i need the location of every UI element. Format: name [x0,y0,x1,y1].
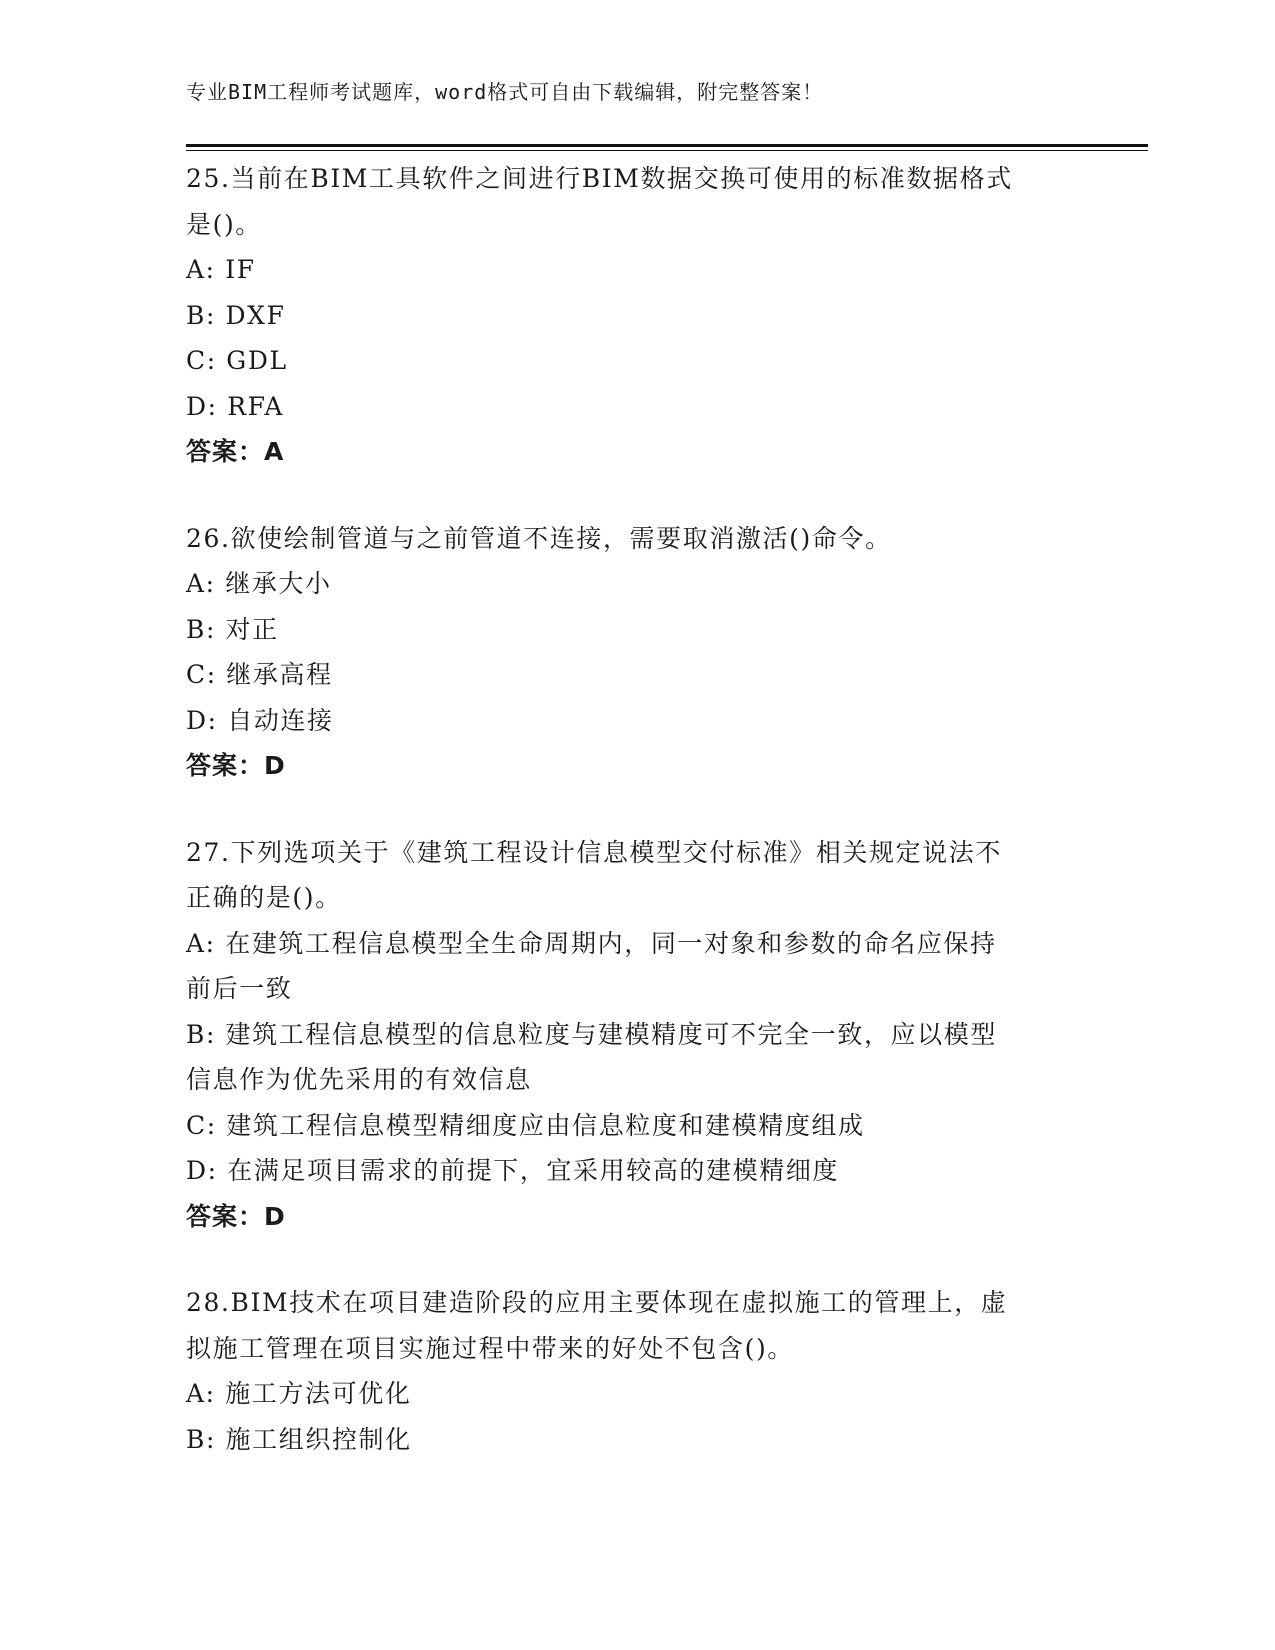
answer-value: A [264,437,285,466]
question-stem-line: 26.欲使绘制管道与之前管道不连接，需要取消激活()命令。 [186,523,892,553]
answer-label: 答案： [186,1201,265,1231]
option-c: C: GDL [186,346,288,375]
question-stem-line: 是()。 [186,209,262,239]
option-b: B: 建筑工程信息模型的信息粒度与建模精度可不完全一致，应以模型 [186,1019,997,1049]
question-26 [186,516,1086,789]
answer-label: 答案： [186,751,265,780]
option-b: B: 对正 [186,614,279,644]
answer-line [186,743,1086,789]
option-d: D: RFA [186,391,285,421]
header-rule-thin [186,150,1148,151]
answer-value: D [264,1201,286,1231]
option-a-continued: 前后一致 [186,974,293,1003]
question-27 [186,830,1086,1240]
option-b: B: DXF [186,300,286,330]
question-25 [186,156,1086,475]
question-stem-line: 28.BIM技术在项目建造阶段的应用主要体现在虚拟施工的管理上，虚 [186,1288,1008,1317]
question-stem-line: 25.当前在BIM工具软件之间进行BIM数据交换可使用的标准数据格式 [186,164,1013,193]
option-a: A: 继承大小 [186,569,332,598]
answer-line [186,1194,1086,1240]
question-stem-line: 拟施工管理在项目实施过程中带来的好处不包含()。 [186,1333,794,1363]
option-c: C: 继承高程 [186,660,333,689]
option-d: D: 在满足项目需求的前提下，宜采用较高的建模精细度 [186,1156,840,1185]
question-stem-line: 正确的是()。 [186,883,342,912]
option-a: A: IF [186,255,256,284]
option-d: D: 自动连接 [186,705,334,735]
answer-label: 答案： [186,437,265,466]
header-rule-thick [186,144,1148,147]
option-a: A: 在建筑工程信息模型全生命周期内，同一对象和参数的命名应保持 [186,928,997,958]
answer-value: D [264,751,286,780]
option-b: B: 施工组织控制化 [186,1424,412,1454]
option-c: C: 建筑工程信息模型精细度应由信息粒度和建模精度组成 [186,1110,865,1140]
option-b-continued: 信息作为优先采用的有效信息 [186,1065,532,1094]
page-header: 专业BIM工程师考试题库，word格式可自由下载编辑，附完整答案！ [186,80,824,104]
question-28 [186,1280,1086,1462]
question-list [186,156,1086,1503]
option-a: A: 施工方法可优化 [186,1379,412,1408]
question-stem-line: 27.下列选项关于《建筑工程设计信息模型交付标准》相关规定说法不 [186,837,1002,867]
answer-line [186,429,1086,475]
